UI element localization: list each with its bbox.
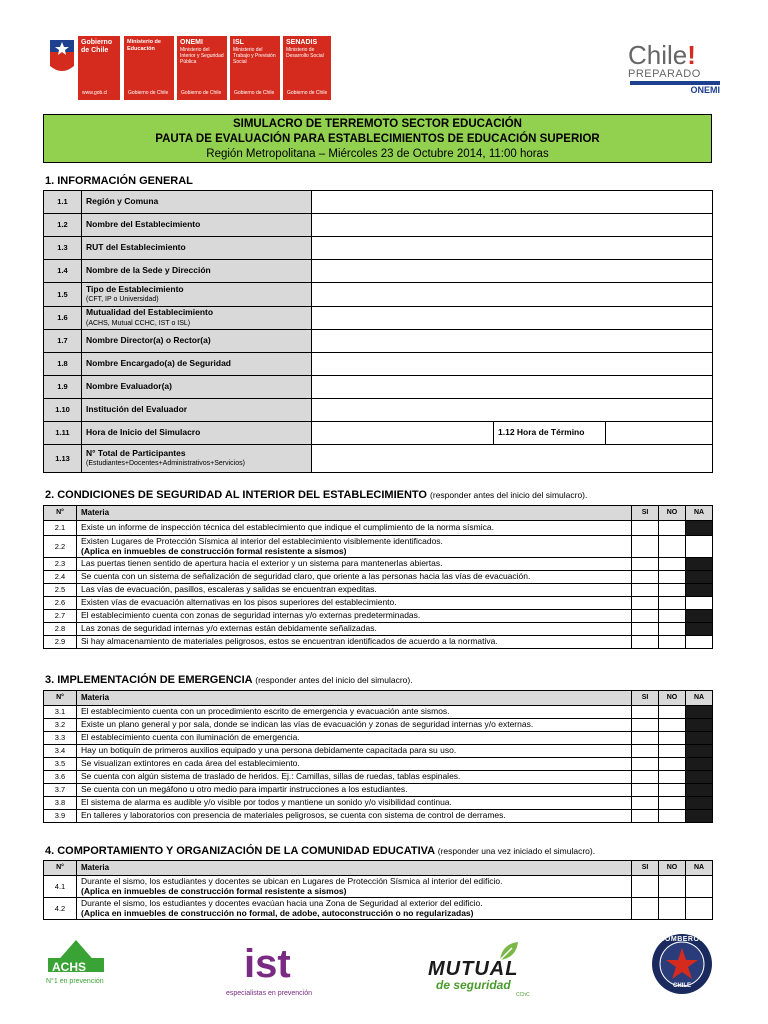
safety-conditions-table — [43, 505, 713, 649]
table-row — [44, 584, 713, 597]
materia-text: Existe un informe de inspección técnica del establecimiento que indique el cumplimiento de la norma sísmica. — [81, 522, 494, 533]
checkbox-si[interactable] — [632, 623, 659, 636]
table-row — [44, 706, 713, 719]
checkbox-na — [686, 521, 713, 536]
materia-note: (Aplica en inmuebles de construcción no formal, de adobe, autoconstrucción o no regularizadas) — [81, 907, 474, 918]
section-2-heading: 2. CONDICIONES DE SEGURIDAD AL INTERIOR DEL ESTABLECIMIENTO — [45, 489, 427, 501]
header-si: SI — [632, 506, 659, 521]
checkbox-no[interactable] — [659, 810, 686, 823]
table-row — [44, 810, 713, 823]
checkbox-si[interactable] — [632, 521, 659, 536]
materia-text: Existen vías de evacuación alternativas en los pisos superiores del establecimiento. — [81, 597, 397, 608]
materia-text: Existen Lugares de Protección Sísmica al interior del establecimiento visiblemente identificados. — [81, 536, 443, 546]
checkbox-si[interactable] — [632, 758, 659, 771]
row-materia — [77, 758, 632, 771]
logo-title: Ministerio de Educación — [127, 39, 161, 52]
section-3-note: (responder antes del inicio del simulacro). — [255, 675, 413, 685]
info-value-field[interactable] — [312, 191, 713, 214]
table-row — [44, 623, 713, 636]
row-materia — [77, 610, 632, 623]
checkbox-no[interactable] — [659, 706, 686, 719]
checkbox-si[interactable] — [632, 719, 659, 732]
row-number: 3.1 — [44, 706, 77, 719]
checkbox-no[interactable] — [659, 536, 686, 558]
row-number: 2.3 — [44, 558, 77, 571]
logo-mineduc — [124, 36, 174, 100]
end-time-label: 1.12 Hora de Término — [494, 422, 606, 445]
table-row — [44, 610, 713, 623]
row-number: 3.6 — [44, 771, 77, 784]
materia-text: Se visualizan extintores en cada área del establecimiento. — [81, 758, 300, 769]
row-number: 2.1 — [44, 521, 77, 536]
checkbox-na[interactable] — [686, 536, 713, 558]
bomberos-badge — [650, 932, 714, 996]
bomberos-name: BOMBEROS — [659, 936, 705, 943]
achs-tag: N°1 en prevención — [46, 978, 104, 985]
section-1-title: 1. INFORMACIÓN GENERAL — [45, 175, 193, 187]
info-value-field[interactable] — [312, 307, 713, 330]
info-row-label — [82, 330, 312, 353]
checkbox-si[interactable] — [632, 584, 659, 597]
info-row — [44, 191, 713, 214]
row-number: 4.1 — [44, 876, 77, 898]
materia-note: (Aplica en inmuebles de construcción formal resistente a sismos) — [81, 885, 347, 896]
table-row — [44, 558, 713, 571]
info-row — [44, 214, 713, 237]
row-number: 3.3 — [44, 732, 77, 745]
community-behavior-table — [43, 860, 713, 920]
bomberos-sub: CHILE — [673, 983, 691, 989]
materia-text: El establecimiento cuenta con zonas de seguridad internas y/o externas predeterminadas. — [81, 610, 421, 621]
checkbox-na — [686, 732, 713, 745]
title-box — [43, 114, 712, 163]
info-row — [44, 445, 713, 473]
table-row — [44, 876, 713, 898]
info-value-field[interactable] — [312, 330, 713, 353]
info-label-text: Nombre Encargado(a) de Seguridad — [86, 358, 231, 369]
info-row-label — [82, 191, 312, 214]
row-number: 2.4 — [44, 571, 77, 584]
info-row — [44, 399, 713, 422]
ist-tag: especialistas en prevención — [226, 990, 312, 997]
logo-sub: PREPARADO — [628, 68, 701, 80]
checkbox-si[interactable] — [632, 771, 659, 784]
info-row — [44, 376, 713, 399]
row-materia — [77, 797, 632, 810]
info-value-field[interactable] — [312, 283, 713, 307]
logo-foot: Gobierno de Chile — [234, 90, 275, 96]
checkbox-no[interactable] — [659, 797, 686, 810]
checkbox-na — [686, 584, 713, 597]
checkbox-si[interactable] — [632, 597, 659, 610]
row-number: 3.2 — [44, 719, 77, 732]
section-3-title — [45, 674, 413, 686]
header-no: NO — [659, 691, 686, 706]
row-materia — [77, 876, 632, 898]
info-row-number: 1.2 — [44, 214, 82, 237]
table-row — [44, 797, 713, 810]
section-2-title — [45, 489, 587, 501]
info-row-label — [82, 376, 312, 399]
info-row-label — [82, 399, 312, 422]
checkbox-na — [686, 745, 713, 758]
info-row-number: 1.7 — [44, 330, 82, 353]
logo-sub: Ministerio del Trabajo y Previsión Social — [233, 47, 276, 65]
checkbox-no[interactable] — [659, 636, 686, 649]
checkbox-no[interactable] — [659, 876, 686, 898]
info-row — [44, 330, 713, 353]
info-row-label — [82, 422, 312, 445]
info-row-label — [82, 260, 312, 283]
materia-text: En talleres y laboratorios con presencia de materiales peligrosos, se cuenta con sistema de control de derrames. — [81, 810, 506, 821]
logo-mark: ! — [687, 40, 696, 70]
row-materia — [77, 771, 632, 784]
checkbox-si[interactable] — [632, 898, 659, 920]
materia-text: Existe un plano general y por sala, donde se indican las vías de evacuación y zonas de seguridad internas y/o externas. — [81, 719, 534, 730]
row-materia — [77, 732, 632, 745]
row-number: 4.2 — [44, 898, 77, 920]
logo-senadis — [283, 36, 331, 100]
checkbox-na — [686, 706, 713, 719]
checkbox-na — [686, 797, 713, 810]
logo-onemi — [177, 36, 227, 100]
logo-sub: Ministerio del Interior y Seguridad Pública — [180, 47, 224, 65]
start-time-field[interactable] — [312, 422, 494, 445]
info-row-number: 1.11 — [44, 422, 82, 445]
checkbox-si[interactable] — [632, 610, 659, 623]
checkbox-na — [686, 558, 713, 571]
checkbox-no[interactable] — [659, 571, 686, 584]
info-value-field[interactable] — [312, 353, 713, 376]
materia-text: Se cuenta con un megáfono u otro medio para impartir instrucciones a los estudiantes. — [81, 784, 408, 795]
info-row — [44, 307, 713, 330]
row-materia — [77, 571, 632, 584]
info-row-number: 1.1 — [44, 191, 82, 214]
info-row — [44, 353, 713, 376]
row-materia — [77, 521, 632, 536]
title-line-2: PAUTA DE EVALUACIÓN PARA ESTABLECIMIENTOS DE EDUCACIÓN SUPERIOR — [155, 133, 600, 145]
section-4-heading: 4. COMPORTAMIENTO Y ORGANIZACIÓN DE LA COMUNIDAD EDUCATIVA — [45, 845, 435, 857]
row-number: 2.7 — [44, 610, 77, 623]
checkbox-na — [686, 758, 713, 771]
info-row — [44, 237, 713, 260]
checkbox-na — [686, 810, 713, 823]
info-row-number: 1.8 — [44, 353, 82, 376]
row-number: 2.9 — [44, 636, 77, 649]
table-header — [44, 506, 713, 521]
table-row — [44, 898, 713, 920]
row-materia — [77, 706, 632, 719]
header-na: NA — [686, 691, 713, 706]
info-row — [44, 283, 713, 307]
section-2-note: (responder antes del inicio del simulacro). — [430, 490, 588, 500]
table-row — [44, 732, 713, 745]
materia-text: Si hay almacenamiento de materiales peligrosos, estos se encuentran identificados de acuerdo a la normativa. — [81, 636, 498, 647]
checkbox-si[interactable] — [632, 706, 659, 719]
table-header — [44, 691, 713, 706]
materia-text: El establecimiento cuenta con un procedimiento escrito de emergencia y evacuación ante sismos. — [81, 706, 450, 717]
row-materia — [77, 810, 632, 823]
info-row-label — [82, 237, 312, 260]
table-row — [44, 784, 713, 797]
title-line-1: SIMULACRO DE TERREMOTO SECTOR EDUCACIÓN — [232, 118, 522, 130]
checkbox-no[interactable] — [659, 745, 686, 758]
header-si: SI — [632, 691, 659, 706]
logo-isl — [230, 36, 280, 100]
checkbox-no[interactable] — [659, 732, 686, 745]
general-info-table — [43, 190, 713, 473]
info-row-number: 1.5 — [44, 283, 82, 307]
header-materia: Materia — [77, 861, 632, 876]
info-row-label — [82, 307, 312, 330]
checkbox-si[interactable] — [632, 536, 659, 558]
info-label-text: Mutualidad del Establecimiento — [86, 307, 214, 317]
table-row — [44, 745, 713, 758]
title-line-3: Región Metropolitana – Miércoles 23 de Octubre 2014, 11:00 horas — [206, 148, 549, 160]
checkbox-na — [686, 719, 713, 732]
header-materia: Materia — [77, 691, 632, 706]
row-number: 3.9 — [44, 810, 77, 823]
materia-text: Durante el sismo, los estudiantes y docentes evacúan hacia una Zona de Seguridad al exterior del edificio. — [81, 898, 483, 908]
info-row-number: 1.13 — [44, 445, 82, 473]
logo-title: ISL — [233, 39, 244, 46]
checkbox-na — [686, 610, 713, 623]
row-number: 2.5 — [44, 584, 77, 597]
info-label-sub: (ACHS, Mutual CCHC, IST o ISL) — [86, 319, 191, 327]
row-number: 2.2 — [44, 536, 77, 558]
row-number: 3.7 — [44, 784, 77, 797]
materia-text: El sistema de alarma es audible y/o visible por todos y mantiene un sonido y/o visibilidad continua. — [81, 797, 452, 808]
header-no: NO — [659, 506, 686, 521]
info-value-field[interactable] — [312, 260, 713, 283]
checkbox-no[interactable] — [659, 623, 686, 636]
info-row-number: 1.6 — [44, 307, 82, 330]
info-label-text: Tipo de Establecimiento — [86, 283, 184, 294]
info-label-text: Nombre del Establecimiento — [86, 219, 201, 230]
checkbox-si[interactable] — [632, 732, 659, 745]
materia-text: Las zonas de seguridad internas y/o externas están debidamente señalizadas. — [81, 623, 377, 634]
checkbox-si[interactable] — [632, 558, 659, 571]
logo-foot: Gobierno de Chile — [128, 90, 169, 96]
header-na: NA — [686, 861, 713, 876]
checkbox-na[interactable] — [686, 597, 713, 610]
end-time-field[interactable] — [606, 422, 713, 445]
checkbox-no[interactable] — [659, 597, 686, 610]
info-row-label — [82, 214, 312, 237]
header-num: N° — [44, 506, 77, 521]
row-materia — [77, 745, 632, 758]
info-row-number: 1.9 — [44, 376, 82, 399]
checkbox-no[interactable] — [659, 521, 686, 536]
mutual-name: MUTUAL — [428, 958, 519, 980]
table-row — [44, 636, 713, 649]
checkbox-si[interactable] — [632, 571, 659, 584]
info-row — [44, 260, 713, 283]
info-label-sub: (Estudiantes+Docentes+Administrativos+Servicios) — [86, 460, 245, 467]
info-row-number: 1.3 — [44, 237, 82, 260]
achs-name: ACHS — [52, 960, 87, 974]
table-row — [44, 719, 713, 732]
checkbox-si[interactable] — [632, 636, 659, 649]
info-label-text: Institución del Evaluador — [86, 404, 188, 415]
header-na: NA — [686, 506, 713, 521]
checkbox-no[interactable] — [659, 771, 686, 784]
checkbox-no[interactable] — [659, 584, 686, 597]
table-row — [44, 521, 713, 536]
logo-gobierno — [78, 36, 120, 100]
info-row-label — [82, 445, 312, 473]
checkbox-na — [686, 784, 713, 797]
mutual-logo — [428, 940, 543, 998]
checkbox-no[interactable] — [659, 898, 686, 920]
checkbox-na[interactable] — [686, 876, 713, 898]
emergency-implementation-table — [43, 690, 713, 823]
row-materia — [77, 558, 632, 571]
info-row-number: 1.10 — [44, 399, 82, 422]
materia-text: Hay un botiquín de primeros auxilios equipado y una persona debidamente capacitada para su uso. — [81, 745, 457, 756]
ist-name: ist — [244, 942, 291, 986]
checkbox-si[interactable] — [632, 797, 659, 810]
checkbox-no[interactable] — [659, 758, 686, 771]
materia-text: Durante el sismo, los estudiantes y docentes se ubican en Lugares de Protección Sísmica al interior del edificio. — [81, 876, 503, 886]
info-label-text: Nombre Director(a) o Rector(a) — [86, 335, 211, 346]
mutual-tag: CChC — [516, 992, 530, 998]
header-si: SI — [632, 861, 659, 876]
table-row — [44, 571, 713, 584]
row-materia — [77, 636, 632, 649]
logo-sub: Ministerio de Desarrollo Social — [286, 47, 324, 59]
checkbox-na — [686, 571, 713, 584]
mutual-sub: de seguridad — [436, 978, 511, 992]
checkbox-si[interactable] — [632, 784, 659, 797]
checkbox-no[interactable] — [659, 784, 686, 797]
header-num: N° — [44, 861, 77, 876]
info-label-text: Nombre de la Sede y Dirección — [86, 265, 211, 276]
materia-text: Se cuenta con un sistema de señalización de seguridad claro, que oriente a las personas hacia las vías de evacuación. — [81, 571, 531, 582]
checkbox-no[interactable] — [659, 610, 686, 623]
section-3-heading: 3. IMPLEMENTACIÓN DE EMERGENCIA — [45, 674, 253, 686]
row-number: 2.8 — [44, 623, 77, 636]
logo-title: ONEMI — [180, 39, 203, 46]
materia-text: Las vías de evacuación, pasillos, escaleras y salidas se encuentran expeditas. — [81, 584, 377, 595]
section-4-title — [45, 845, 595, 857]
info-row-label — [82, 353, 312, 376]
info-label-text: Hora de Inicio del Simulacro — [86, 427, 201, 438]
row-materia — [77, 623, 632, 636]
row-materia — [77, 536, 632, 558]
info-label-text: RUT del Establecimiento — [86, 242, 186, 253]
row-number: 3.8 — [44, 797, 77, 810]
info-label-text: Nombre Evaluador(a) — [86, 381, 172, 392]
header-materia: Materia — [77, 506, 632, 521]
logo-foot: Gobierno de Chile — [181, 90, 222, 96]
info-row — [44, 422, 713, 445]
logo-word: Chile — [628, 40, 688, 70]
row-materia — [77, 597, 632, 610]
logo-foot: www.gob.cl — [82, 90, 108, 96]
info-value-field[interactable] — [312, 399, 713, 422]
achs-logo — [46, 938, 106, 990]
info-row-number: 1.4 — [44, 260, 82, 283]
row-materia — [77, 898, 632, 920]
section-4-note: (responder una vez iniciado el simulacro). — [437, 846, 596, 856]
table-header — [44, 861, 713, 876]
row-number: 3.4 — [44, 745, 77, 758]
checkbox-no[interactable] — [659, 558, 686, 571]
row-number: 2.6 — [44, 597, 77, 610]
info-label-sub: (CFT, IP o Universidad) — [86, 296, 159, 303]
table-row — [44, 597, 713, 610]
materia-text: Las puertas tienen sentido de apertura hacia el exterior y un sistema para mantenerlas abiertas. — [81, 558, 443, 569]
row-number: 3.5 — [44, 758, 77, 771]
checkbox-na — [686, 771, 713, 784]
logo-org: ONEMI — [690, 85, 720, 95]
ist-logo — [226, 942, 330, 1002]
info-value-field[interactable] — [312, 445, 713, 473]
table-row — [44, 771, 713, 784]
row-materia — [77, 719, 632, 732]
info-row-label — [82, 283, 312, 307]
materia-text: El establecimiento cuenta con iluminación de emergencia. — [81, 732, 300, 743]
logo-title: Gobierno de Chile — [81, 39, 113, 54]
chile-preparado-logo — [624, 40, 724, 98]
logo-foot: Gobierno de Chile — [287, 90, 328, 96]
logo-title: SENADIS — [286, 39, 318, 46]
checkbox-na[interactable] — [686, 636, 713, 649]
table-row — [44, 758, 713, 771]
chile-coat-of-arms-icon — [46, 36, 78, 98]
info-value-field[interactable] — [312, 237, 713, 260]
materia-text: Se cuenta con algún sistema de traslado de heridos. Ej.: Camillas, sillas de ruedas, tablas espinales. — [81, 771, 461, 782]
info-value-field[interactable] — [312, 376, 713, 399]
info-label-text: Región y Comuna — [86, 196, 159, 207]
header-num: N° — [44, 691, 77, 706]
checkbox-no[interactable] — [659, 719, 686, 732]
checkbox-si[interactable] — [632, 810, 659, 823]
checkbox-na[interactable] — [686, 898, 713, 920]
row-materia — [77, 784, 632, 797]
table-row — [44, 536, 713, 558]
materia-note: (Aplica en inmuebles de construcción formal resistente a sismos) — [81, 545, 347, 556]
row-materia — [77, 584, 632, 597]
checkbox-si[interactable] — [632, 745, 659, 758]
checkbox-na — [686, 623, 713, 636]
info-value-field[interactable] — [312, 214, 713, 237]
info-label-text: N° Total de Participantes — [86, 447, 186, 458]
header-no: NO — [659, 861, 686, 876]
checkbox-si[interactable] — [632, 876, 659, 898]
